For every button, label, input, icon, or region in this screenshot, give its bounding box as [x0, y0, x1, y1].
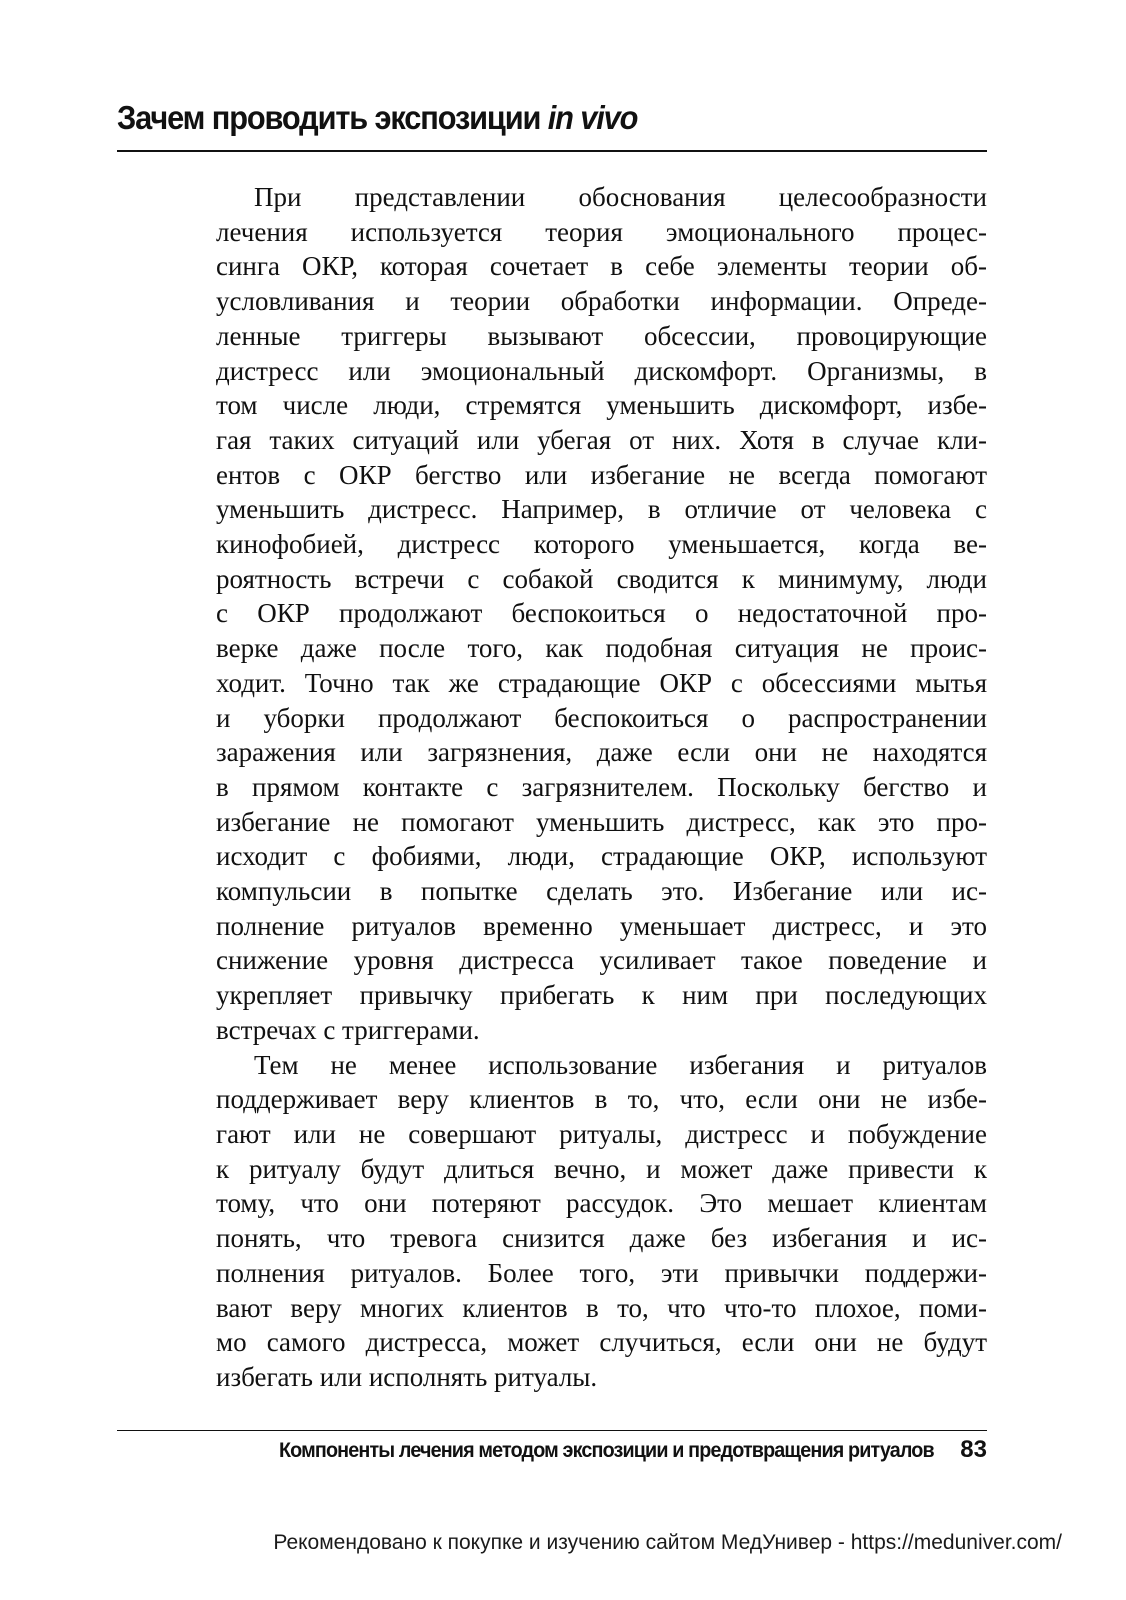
body-text	[216, 180, 987, 1395]
footer-rule	[117, 1430, 987, 1431]
paragraph	[216, 180, 987, 1048]
text-line: компульсии в попытке сделать это. Избегание или ис-	[216, 876, 987, 907]
text-line: понять, что тревога снизится даже без избегания и ис-	[216, 1223, 987, 1254]
header-rule	[117, 150, 987, 152]
text-line: полнения ритуалов. Более того, эти привычки поддержи-	[216, 1257, 987, 1288]
section-title	[117, 96, 637, 140]
text-line: поддерживает веру клиентов в то, что, если они не избе-	[216, 1084, 987, 1115]
text-line: укрепляет привычку прибегать к ним при последующих	[216, 980, 987, 1011]
text-line: При представлении обоснования целесообразности	[254, 182, 987, 212]
text-line: Тем не менее использование избегания и ритуалов	[254, 1049, 987, 1080]
text-line: к ритуалу будут длиться вечно, и может даже привести к	[216, 1153, 987, 1184]
text-line: и уборки продолжают беспокоиться о распространении	[216, 702, 987, 733]
text-line: ентов с ОКР бегство или избегание не всегда помогают	[216, 459, 987, 490]
text-line: синга ОКР, которая сочетает в себе элементы теории об-	[216, 251, 987, 282]
text-line: исходит с фобиями, люди, страдающие ОКР, используют	[216, 841, 987, 872]
text-line: полнение ритуалов временно уменьшает дистресс, и это	[216, 910, 987, 941]
watermark-link-text[interactable]: Рекомендовано к покупке и изучению сайтом МедУнивер - https://meduniver.com/	[273, 1531, 1062, 1554]
paragraph	[216, 1048, 987, 1395]
text-line: вают веру многих клиентов в то, что что-то плохое, поми-	[216, 1292, 987, 1323]
text-line: ходит. Точно так же страдающие ОКР с обсессиями мытья	[216, 667, 987, 698]
text-line: условливания и теории обработки информации. Опреде-	[216, 286, 987, 317]
running-footer-title: Компоненты лечения методом экспозиции и предотвращения ритуалов	[279, 1439, 934, 1462]
text-line: кинофобией, дистресс которого уменьшается, когда ве-	[216, 529, 987, 560]
text-line: роятность встречи с собакой сводится к минимуму, люди	[216, 563, 987, 594]
text-line: лечения используется теория эмоционального процес-	[216, 216, 987, 247]
text-line: том числе люди, стремятся уменьшить дискомфорт, избе-	[216, 390, 987, 421]
text-line: ленные триггеры вызывают обсессии, провоцирующие	[216, 320, 987, 351]
text-line: заражения или загрязнения, даже если они не находятся	[216, 737, 987, 768]
text-line: мо самого дистресса, может случиться, если они не будут	[216, 1327, 987, 1358]
text-line: с ОКР продолжают беспокоиться о недостаточной про-	[216, 598, 987, 629]
section-title-italic: in vivo	[547, 99, 638, 136]
text-line: в прямом контакте с загрязнителем. Поскольку бегство и	[216, 771, 987, 802]
page-number: 83	[960, 1436, 987, 1463]
text-line: избегание не помогают уменьшить дистресс, как это про-	[216, 806, 987, 837]
text-line: верке даже после того, как подобная ситуация не проис-	[216, 633, 987, 664]
text-line: гают или не совершают ритуалы, дистресс и побуждение	[216, 1118, 987, 1149]
text-line: избегать или исполнять ритуалы.	[216, 1361, 598, 1392]
text-line: снижение уровня дистресса усиливает такое поведение и	[216, 945, 987, 976]
text-line: уменьшить дистресс. Например, в отличие от человека с	[216, 494, 987, 525]
text-line: гая таких ситуаций или убегая от них. Хотя в случае кли-	[216, 424, 987, 455]
text-line: дистресс или эмоциональный дискомфорт. Организмы, в	[216, 355, 987, 386]
text-line: тому, что они потеряют рассудок. Это мешает клиентам	[216, 1188, 987, 1219]
text-line: встречах с триггерами.	[216, 1014, 480, 1045]
section-title-main: Зачем проводить экспозиции	[117, 99, 541, 136]
